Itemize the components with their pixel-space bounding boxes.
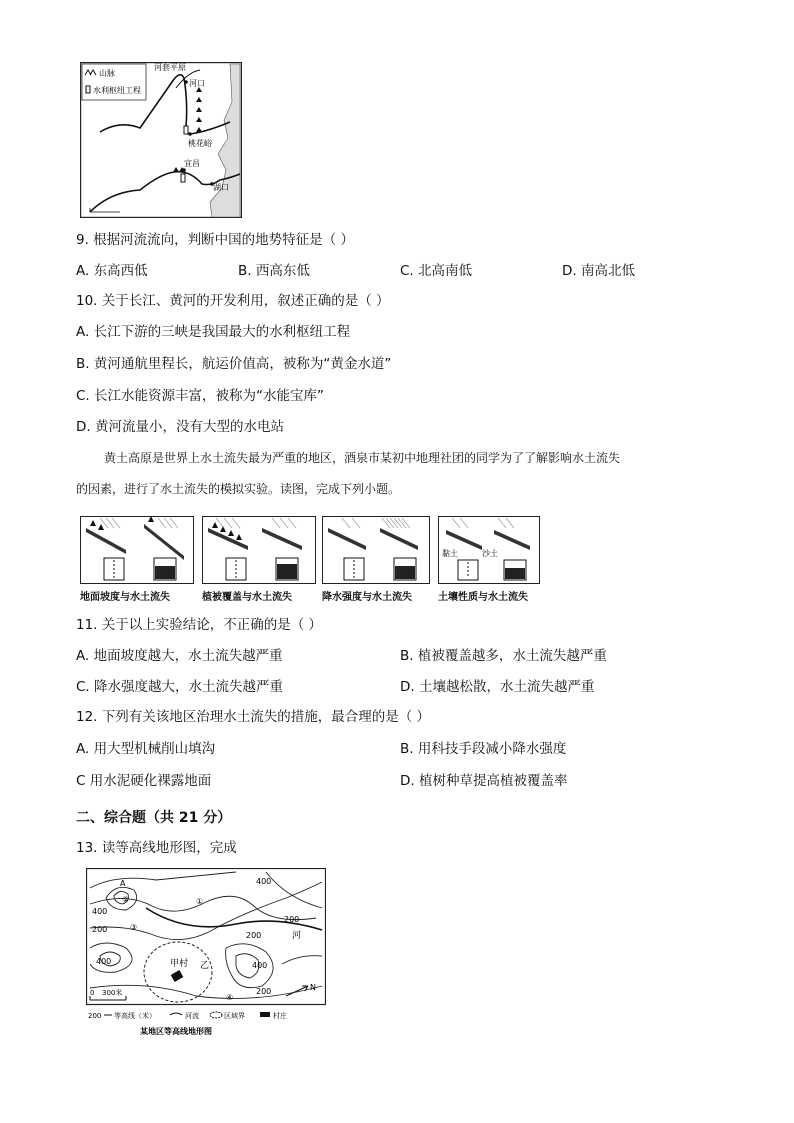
passage-line-1: 黄土高原是世界上水土流失最为严重的地区，酒泉市某初中地理社团的同学为了了解影响水土流失 (104, 451, 621, 465)
question-11-option-b[interactable]: B. 植被覆盖越多，水土流失越严重 (400, 648, 607, 664)
contour-label-400: 400 (92, 907, 108, 916)
question-12-option-b[interactable]: B. 用科技手段减小降水强度 (400, 741, 567, 757)
north-label: N (310, 983, 316, 992)
experiment-caption-slope: 地面坡度与水土流失 (80, 592, 170, 603)
marker-4-label: ④ (226, 993, 234, 1002)
contour-map-title: 某地区等高线地形图 (140, 1027, 212, 1036)
experiment-panel-rainfall (322, 516, 430, 584)
sandy-soil-label: 沙土 (482, 549, 498, 558)
question-13-stem: 13. 读等高线地形图，完成 (76, 840, 237, 856)
hukou-label: 湖口 (213, 183, 229, 192)
question-11-stem: 11. 关于以上实验结论，不正确的是（ ） (76, 617, 323, 633)
hekou-label: 河口 (189, 79, 205, 88)
question-10-option-d[interactable]: D. 黄河流量小，没有大型的水电站 (76, 419, 284, 435)
legend-river-icon (170, 1013, 182, 1015)
section-2-title: 二、综合题（共 21 分） (76, 810, 232, 826)
question-9-stem: 9. 根据河流流向，判断中国的地势特征是（ ） (76, 232, 354, 248)
yichang-label: 宜昌 (184, 159, 200, 168)
experiment-panel-vegetation (202, 516, 316, 584)
experiment-caption-soil: 土壤性质与水土流失 (438, 592, 528, 603)
legend-village-icon (260, 1012, 270, 1017)
experiment-caption-rainfall: 降水强度与水土流失 (322, 592, 412, 603)
experiment-caption-vegetation: 植被覆盖与水土流失 (202, 592, 292, 603)
village-jia-label: 甲村 (170, 959, 189, 969)
river-map-figure (80, 62, 242, 218)
question-9-option-b[interactable]: B. 西高东低 (238, 263, 310, 279)
contour-label-400: 400 (96, 957, 112, 966)
contour-label-200: 200 (246, 931, 262, 940)
contour-label-200: 200 (256, 987, 272, 996)
point-yi-label: 乙 (200, 961, 210, 971)
experiment-panel-slope (80, 516, 194, 584)
question-10-stem: 10. 关于长江、黄河的开发利用，叙述正确的是（ ） (76, 293, 390, 309)
contour-label-200: 200 (284, 915, 300, 924)
point-a-label: A (120, 879, 126, 888)
legend-boundary-label: 区域界 (224, 1012, 245, 1020)
legend-mountain-label: 山脉 (99, 69, 115, 78)
question-11-option-c[interactable]: C. 降水强度越大，水土流失越严重 (76, 679, 284, 695)
contour-map-svg (86, 868, 326, 1040)
taohuayu-label: 桃花峪 (188, 139, 212, 148)
dam-icon (181, 174, 185, 182)
question-12-stem: 12. 下列有关该地区治理水土流失的措施，最合理的是（ ） (76, 709, 431, 725)
experiment-panel-soil (438, 516, 540, 584)
contour-label-400: 400 (252, 961, 268, 970)
question-11-option-d[interactable]: D. 土壤越松散，水土流失越严重 (400, 679, 595, 695)
passage-line-2: 的因素，进行了水土流失的模拟实验。读图，完成下列小题。 (76, 482, 401, 496)
scale-zero-label: 0 (90, 989, 95, 997)
marker-1-label: ① (196, 897, 204, 906)
contour-label-400: 400 (256, 877, 272, 886)
clay-soil-label: 黏土 (442, 549, 458, 558)
question-10-option-a[interactable]: A. 长江下游的三峡是我国最大的水利枢纽工程 (76, 324, 351, 340)
question-9-option-a[interactable]: A. 东高西低 (76, 263, 148, 279)
contour-map-figure (86, 868, 326, 1040)
question-9-option-c[interactable]: C. 北高南低 (400, 263, 473, 279)
question-9-option-d[interactable]: D. 南高北低 (562, 263, 635, 279)
river-label: 河 (292, 931, 302, 941)
legend-boundary-icon (210, 1012, 222, 1018)
contour-label-200: 200 (92, 925, 108, 934)
river-map-svg (80, 62, 242, 218)
question-12-option-a[interactable]: A. 用大型机械削山填沟 (76, 741, 216, 757)
dam-icon (184, 126, 188, 134)
question-11-option-a[interactable]: A. 地面坡度越大，水土流失越严重 (76, 648, 283, 664)
question-10-option-c[interactable]: C. 长江水能资源丰富，被称为“水能宝库” (76, 388, 324, 404)
question-12-option-c[interactable]: C 用水泥硬化裸露地面 (76, 773, 212, 789)
marker-3-label: ③ (130, 923, 138, 932)
question-10-option-b[interactable]: B. 黄河通航里程长，航运价值高，被称为“黄金水道” (76, 356, 392, 372)
scale-distance-label: 300米 (102, 989, 123, 997)
legend-river-label: 河流 (185, 1012, 199, 1020)
legend-contour-value: 200 (88, 1012, 102, 1020)
legend-village-label: 村庄 (273, 1012, 287, 1020)
legend-dam-label: 水利枢纽工程 (93, 86, 141, 95)
hetao-plain-label: 河套平原 (154, 63, 186, 72)
marker-2-label: ② (122, 895, 130, 904)
legend-contour-label: 等高线（米） (114, 1012, 156, 1020)
question-12-option-d[interactable]: D. 植树种草提高植被覆盖率 (400, 773, 568, 789)
